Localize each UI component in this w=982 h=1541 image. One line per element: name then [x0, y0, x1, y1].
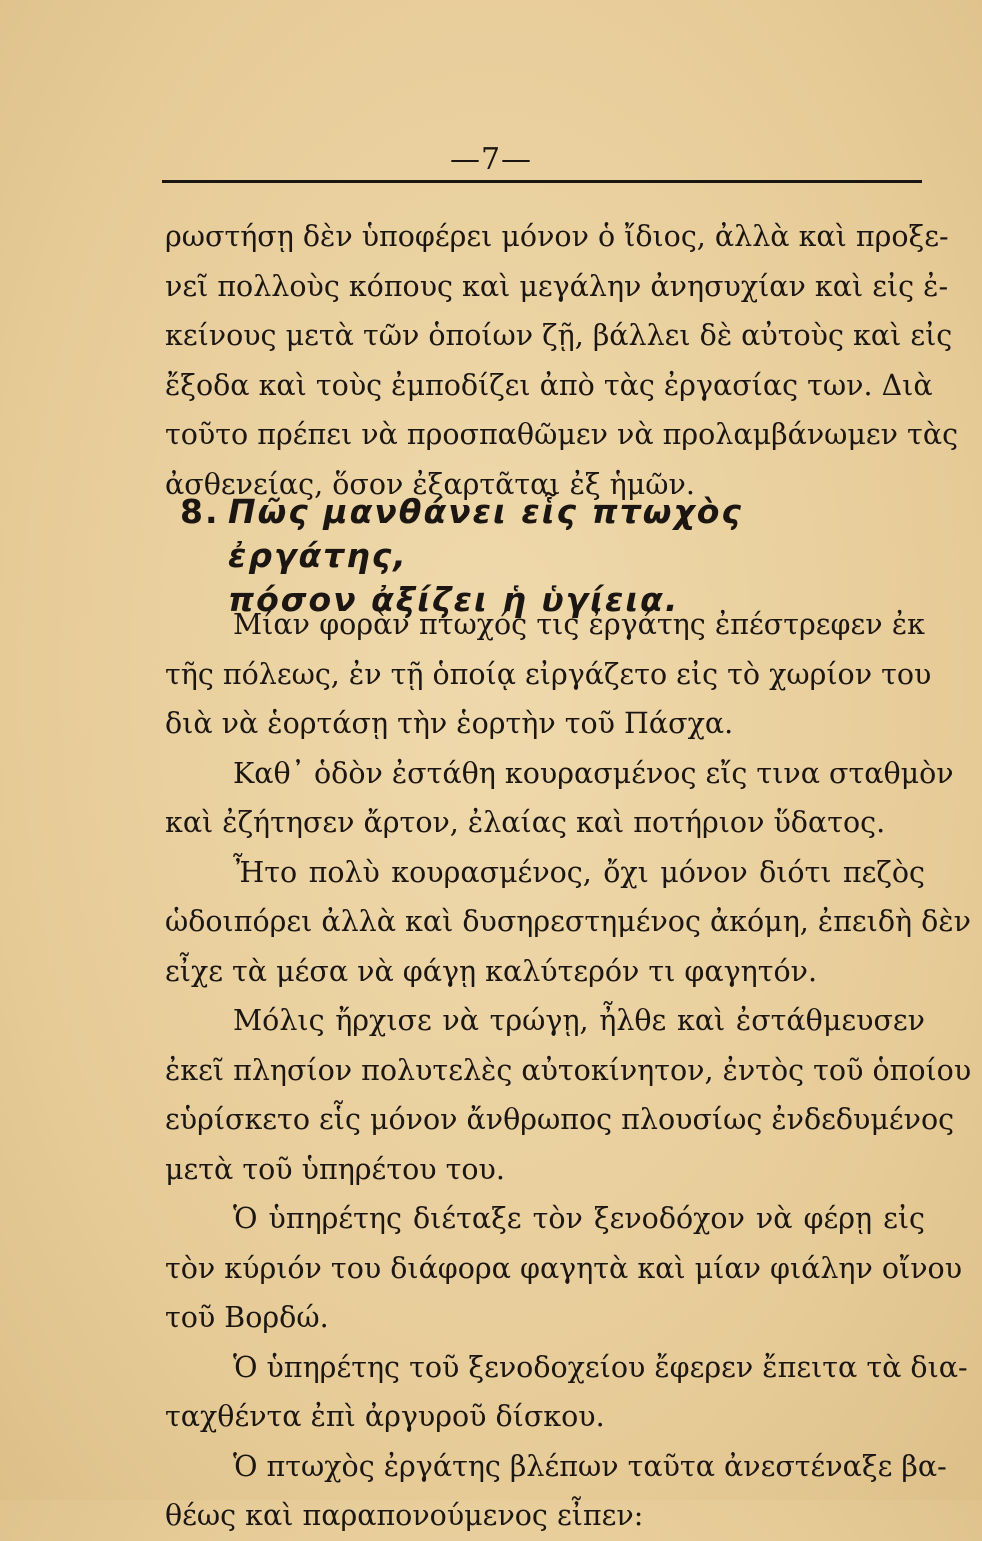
paragraph-4: [165, 996, 972, 1194]
section-title-line-1: Πῶς μανθάνει εἷς πτωχὸς ἐργάτης,: [228, 492, 743, 575]
text-line: Ἦτο πολὺ κουρασμένος, ὄχι μόνον διότι πεζὸς: [233, 855, 925, 889]
text-line: Ὁ ὑπηρέτης διέταξε τὸν ξενοδόχον νὰ φέρῃ εἰς: [233, 1202, 925, 1235]
paragraph-5: [165, 1194, 963, 1343]
text-line: τοῦ Βορδώ.: [165, 1301, 329, 1334]
page-number: —7—: [449, 142, 533, 177]
text-line: ρωστήσῃ δὲν ὑποφέρει μόνον ὁ ἴδιος, ἀλλὰ καὶ προξε-: [165, 220, 949, 253]
section-number: 8.: [180, 492, 220, 531]
text-line: τὸν κύριόν του διάφορα φαγητὰ καὶ μίαν φιάλην οἴνου: [165, 1251, 963, 1285]
text-line: καὶ ἐζήτησεν ἄρτον, ἐλαίας καὶ ποτήριον ὕδατος.: [165, 806, 886, 839]
text-line: Ὁ πτωχὸς ἐργάτης βλέπων ταῦτα ἀνεστέναξε βα-: [233, 1449, 947, 1483]
header-rule: [162, 180, 922, 183]
paragraph-2: [165, 749, 954, 848]
text-line: Ὁ ὑπηρέτης τοῦ ξενοδοχείου ἔφερεν ἔπειτα τὰ δια-: [233, 1350, 968, 1384]
text-line: ἀσθενείας, ὅσον ἐξαρτᾶται ἐξ ἡμῶν.: [165, 467, 695, 501]
paragraph-7: [165, 1442, 947, 1541]
text-line: ἔξοδα καὶ τοὺς ἐμποδίζει ἀπὸ τὰς ἐργασίας των. Διὰ: [165, 368, 933, 402]
story-text: [165, 600, 972, 1541]
text-line: εὑρίσκετο εἷς μόνον ἄνθρωπος πλουσίως ἐνδεδυμένος: [165, 1103, 955, 1136]
section-title-line-2: πόσον ἀξίζει ἡ ὑγίεια.: [228, 580, 680, 619]
text-line: ὡδοιπόρει ἀλλὰ καὶ δυσηρεστημένος ἀκόμη, ἐπειδὴ δὲν: [165, 905, 971, 938]
text-line: τῆς πόλεως, ἐν τῇ ὁποίᾳ εἰργάζετο εἰς τὸ χωρίον του: [165, 657, 932, 691]
text-line: μετὰ τοῦ ὑπηρέτου του.: [165, 1152, 505, 1186]
text-line: θέως καὶ παραπονούμενος εἶπεν:: [165, 1499, 644, 1532]
opening-paragraph: [165, 212, 959, 509]
text-line: τοῦτο πρέπει νὰ προσπαθῶμεν νὰ προλαμβάνωμεν τὰς: [165, 418, 959, 451]
paragraph-1: [165, 600, 932, 749]
paragraph-6: [165, 1343, 968, 1442]
text-line: εἶχε τὰ μέσα νὰ φάγῃ καλύτερόν τι φαγητόν.: [165, 954, 818, 988]
text-line: Καθ᾽ ὁδὸν ἐστάθη κουρασμένος εἴς τινα σταθμὸν: [233, 756, 954, 790]
text-line: Μίαν φορὰν πτωχός τις ἐργάτης ἐπέστρεφεν ἐκ: [233, 608, 925, 641]
text-line: κείνους μετὰ τῶν ὁποίων ζῇ, βάλλει δὲ αὐτοὺς καὶ εἰς: [165, 319, 953, 352]
text-line: Μόλις ἤρχισε νὰ τρώγῃ, ἦλθε καὶ ἐστάθμευσεν: [233, 1004, 925, 1037]
text-line: διὰ νὰ ἑορτάσῃ τὴν ἑορτὴν τοῦ Πάσχα.: [165, 707, 734, 740]
text-line: νεῖ πολλοὺς κόπους καὶ μεγάλην ἀνησυχίαν καὶ εἰς ἐ-: [165, 269, 949, 303]
text-line: ταχθέντα ἐπὶ ἀργυροῦ δίσκου.: [165, 1400, 605, 1433]
paragraph-3: [165, 848, 971, 997]
text-line: ἐκεῖ πλησίον πολυτελὲς αὐτοκίνητον, ἐντὸς τοῦ ὁποίου: [165, 1053, 972, 1087]
